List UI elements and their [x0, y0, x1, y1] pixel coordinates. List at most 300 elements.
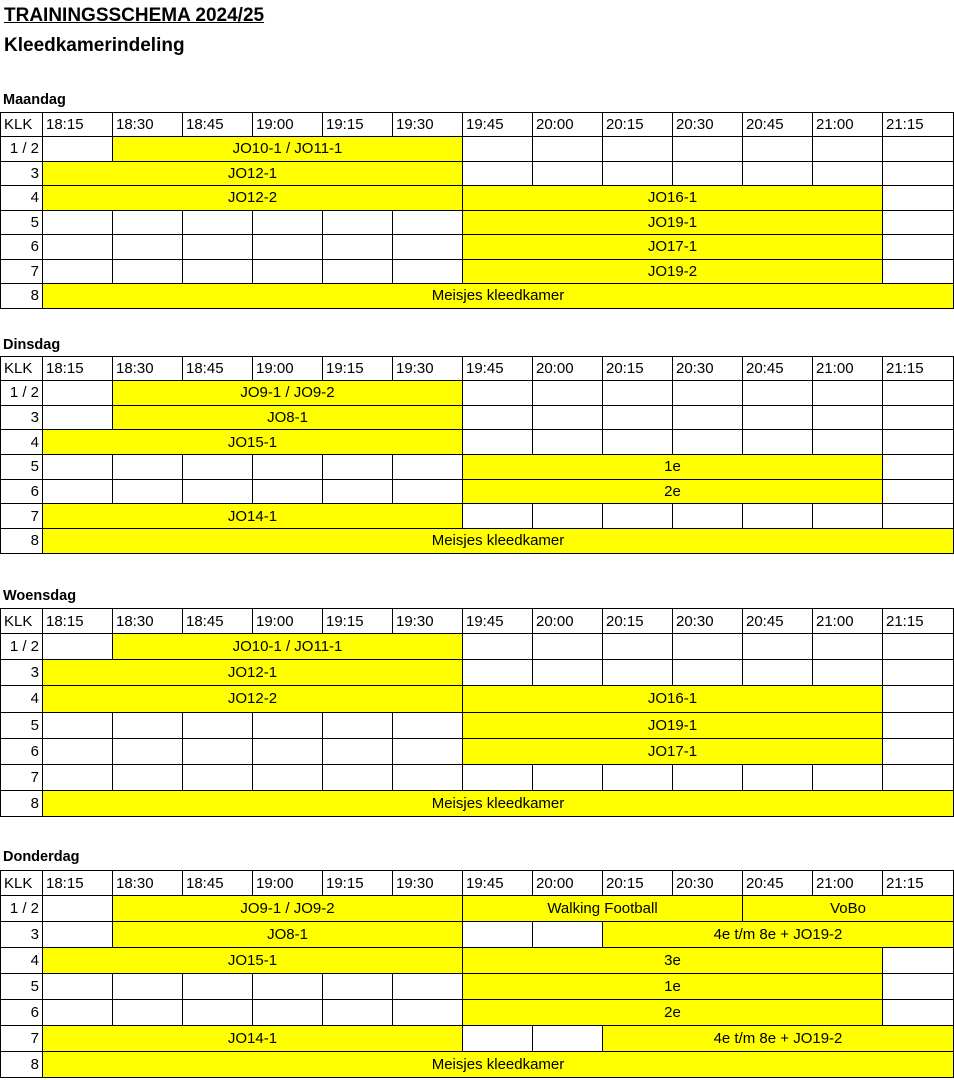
booking-block: JO15-1	[43, 430, 463, 455]
empty-slot	[883, 948, 954, 974]
room-row	[1, 712, 954, 738]
time-header: 19:00	[253, 357, 323, 381]
booking-block: JO19-2	[463, 259, 883, 284]
empty-slot	[603, 634, 673, 660]
schedule-table-donderdag	[0, 870, 954, 1078]
empty-slot	[533, 430, 603, 455]
empty-slot	[183, 764, 253, 790]
empty-slot	[883, 479, 954, 504]
empty-slot	[533, 764, 603, 790]
time-header: 19:00	[253, 871, 323, 896]
empty-slot	[393, 764, 463, 790]
empty-slot	[533, 634, 603, 660]
booking-block: JO15-1	[43, 948, 463, 974]
header-row	[1, 609, 954, 634]
empty-slot	[463, 504, 533, 529]
time-header: 18:45	[183, 357, 253, 381]
booking-block: 2e	[463, 1000, 883, 1026]
time-header: 18:30	[113, 871, 183, 896]
time-header: 18:15	[43, 357, 113, 381]
empty-slot	[883, 259, 954, 284]
room-row	[1, 235, 954, 260]
booking-block: JO10-1 / JO11-1	[113, 137, 463, 162]
room-number: 5	[1, 712, 43, 738]
empty-slot	[253, 1000, 323, 1026]
empty-slot	[883, 137, 954, 162]
empty-slot	[43, 405, 113, 430]
empty-slot	[43, 896, 113, 922]
page-title: TRAININGSSCHEMA 2024/25	[4, 5, 265, 26]
empty-slot	[883, 738, 954, 764]
empty-slot	[393, 974, 463, 1000]
empty-slot	[43, 210, 113, 235]
time-header: 21:15	[883, 357, 954, 381]
time-header: 20:45	[743, 113, 813, 137]
room-number: 4	[1, 686, 43, 712]
room-number: 8	[1, 284, 43, 309]
empty-slot	[43, 974, 113, 1000]
empty-slot	[813, 405, 883, 430]
time-header: 18:45	[183, 113, 253, 137]
empty-slot	[603, 504, 673, 529]
room-row	[1, 210, 954, 235]
time-header: 19:15	[323, 609, 393, 634]
empty-slot	[533, 504, 603, 529]
empty-slot	[883, 712, 954, 738]
empty-slot	[253, 712, 323, 738]
time-header: 21:15	[883, 113, 954, 137]
empty-slot	[253, 259, 323, 284]
empty-slot	[813, 381, 883, 406]
room-row	[1, 529, 954, 554]
empty-slot	[533, 381, 603, 406]
empty-slot	[463, 764, 533, 790]
time-header: 20:30	[673, 609, 743, 634]
room-number: 1 / 2	[1, 634, 43, 660]
empty-slot	[883, 660, 954, 686]
room-number: 7	[1, 504, 43, 529]
header-row	[1, 357, 954, 381]
time-header: 20:00	[533, 357, 603, 381]
booking-block: JO8-1	[113, 922, 463, 948]
room-row	[1, 974, 954, 1000]
room-number: 4	[1, 430, 43, 455]
room-number: 4	[1, 948, 43, 974]
time-header: 20:15	[603, 113, 673, 137]
empty-slot	[43, 137, 113, 162]
room-number: 4	[1, 186, 43, 211]
booking-block: Meisjes kleedkamer	[43, 284, 954, 309]
room-number: 5	[1, 455, 43, 480]
empty-slot	[883, 1000, 954, 1026]
empty-slot	[253, 455, 323, 480]
time-header: 20:00	[533, 871, 603, 896]
day-heading-donderdag: Donderdag	[3, 849, 80, 865]
empty-slot	[463, 660, 533, 686]
room-row	[1, 381, 954, 406]
room-row	[1, 405, 954, 430]
klk-header: KLK	[1, 113, 43, 137]
room-number: 8	[1, 1052, 43, 1078]
day-heading-dinsdag: Dinsdag	[3, 337, 61, 353]
empty-slot	[113, 455, 183, 480]
empty-slot	[323, 738, 393, 764]
room-number: 3	[1, 922, 43, 948]
time-header: 20:45	[743, 871, 813, 896]
room-number: 3	[1, 161, 43, 186]
room-row	[1, 430, 954, 455]
room-row	[1, 1026, 954, 1052]
room-row	[1, 186, 954, 211]
time-header: 20:15	[603, 609, 673, 634]
room-row	[1, 738, 954, 764]
empty-slot	[43, 479, 113, 504]
time-header: 19:15	[323, 357, 393, 381]
empty-slot	[743, 430, 813, 455]
empty-slot	[393, 738, 463, 764]
empty-slot	[323, 259, 393, 284]
time-header: 20:15	[603, 357, 673, 381]
empty-slot	[253, 764, 323, 790]
empty-slot	[673, 764, 743, 790]
empty-slot	[393, 479, 463, 504]
schedule-table-dinsdag	[0, 356, 954, 554]
empty-slot	[533, 1026, 603, 1052]
empty-slot	[253, 235, 323, 260]
empty-slot	[673, 504, 743, 529]
time-header: 19:45	[463, 357, 533, 381]
empty-slot	[183, 235, 253, 260]
empty-slot	[673, 137, 743, 162]
booking-block: Meisjes kleedkamer	[43, 1052, 954, 1078]
empty-slot	[883, 764, 954, 790]
empty-slot	[183, 738, 253, 764]
empty-slot	[463, 634, 533, 660]
booking-block: 2e	[463, 479, 883, 504]
empty-slot	[323, 479, 393, 504]
empty-slot	[43, 455, 113, 480]
booking-block: JO9-1 / JO9-2	[113, 381, 463, 406]
booking-block: 3e	[463, 948, 883, 974]
booking-block: JO12-1	[43, 161, 463, 186]
empty-slot	[883, 974, 954, 1000]
booking-block: JO16-1	[463, 186, 883, 211]
empty-slot	[813, 161, 883, 186]
empty-slot	[183, 1000, 253, 1026]
time-header: 19:30	[393, 609, 463, 634]
empty-slot	[323, 455, 393, 480]
time-header: 18:30	[113, 357, 183, 381]
empty-slot	[43, 634, 113, 660]
empty-slot	[533, 137, 603, 162]
empty-slot	[813, 660, 883, 686]
empty-slot	[393, 712, 463, 738]
empty-slot	[113, 479, 183, 504]
booking-block: 4e t/m 8e + JO19-2	[603, 922, 954, 948]
empty-slot	[603, 137, 673, 162]
booking-block: JO12-1	[43, 660, 463, 686]
room-row	[1, 791, 954, 817]
empty-slot	[253, 210, 323, 235]
booking-block: JO8-1	[113, 405, 463, 430]
empty-slot	[603, 660, 673, 686]
booking-block: JO17-1	[463, 738, 883, 764]
time-header: 18:15	[43, 113, 113, 137]
room-number: 8	[1, 791, 43, 817]
booking-block: JO14-1	[43, 504, 463, 529]
room-number: 1 / 2	[1, 381, 43, 406]
empty-slot	[463, 405, 533, 430]
empty-slot	[603, 381, 673, 406]
empty-slot	[323, 974, 393, 1000]
booking-block: JO19-1	[463, 712, 883, 738]
empty-slot	[533, 161, 603, 186]
room-number: 6	[1, 1000, 43, 1026]
empty-slot	[813, 430, 883, 455]
time-header: 21:00	[813, 871, 883, 896]
room-row	[1, 479, 954, 504]
empty-slot	[43, 259, 113, 284]
empty-slot	[813, 137, 883, 162]
empty-slot	[43, 381, 113, 406]
room-number: 7	[1, 259, 43, 284]
room-number: 6	[1, 235, 43, 260]
empty-slot	[113, 235, 183, 260]
empty-slot	[883, 686, 954, 712]
room-row	[1, 504, 954, 529]
empty-slot	[883, 186, 954, 211]
room-number: 3	[1, 405, 43, 430]
room-number: 5	[1, 974, 43, 1000]
room-row	[1, 259, 954, 284]
empty-slot	[883, 634, 954, 660]
empty-slot	[743, 634, 813, 660]
klk-header: KLK	[1, 609, 43, 634]
time-header: 19:00	[253, 609, 323, 634]
day-heading-maandag: Maandag	[3, 92, 66, 108]
time-header: 19:30	[393, 871, 463, 896]
empty-slot	[883, 430, 954, 455]
booking-block: JO9-1 / JO9-2	[113, 896, 463, 922]
empty-slot	[43, 764, 113, 790]
empty-slot	[673, 405, 743, 430]
room-row	[1, 660, 954, 686]
empty-slot	[253, 738, 323, 764]
empty-slot	[113, 1000, 183, 1026]
time-header: 21:15	[883, 609, 954, 634]
room-row	[1, 137, 954, 162]
empty-slot	[743, 405, 813, 430]
time-header: 19:30	[393, 357, 463, 381]
time-header: 20:45	[743, 357, 813, 381]
empty-slot	[813, 504, 883, 529]
time-header: 19:45	[463, 113, 533, 137]
empty-slot	[113, 738, 183, 764]
time-header: 21:00	[813, 113, 883, 137]
time-header: 20:30	[673, 357, 743, 381]
empty-slot	[673, 381, 743, 406]
room-row	[1, 284, 954, 309]
empty-slot	[113, 712, 183, 738]
empty-slot	[113, 210, 183, 235]
empty-slot	[533, 405, 603, 430]
empty-slot	[603, 161, 673, 186]
klk-header: KLK	[1, 871, 43, 896]
day-heading-woensdag: Woensdag	[3, 588, 77, 604]
time-header: 20:00	[533, 609, 603, 634]
booking-block: 4e t/m 8e + JO19-2	[603, 1026, 954, 1052]
booking-block: JO12-2	[43, 186, 463, 211]
time-header: 21:00	[813, 609, 883, 634]
room-number: 7	[1, 764, 43, 790]
booking-block: Meisjes kleedkamer	[43, 791, 954, 817]
empty-slot	[113, 974, 183, 1000]
booking-block: VoBo	[743, 896, 954, 922]
room-number: 6	[1, 479, 43, 504]
empty-slot	[533, 660, 603, 686]
empty-slot	[183, 259, 253, 284]
empty-slot	[743, 504, 813, 529]
empty-slot	[603, 405, 673, 430]
room-row	[1, 634, 954, 660]
empty-slot	[603, 430, 673, 455]
room-number: 1 / 2	[1, 896, 43, 922]
time-header: 20:45	[743, 609, 813, 634]
empty-slot	[883, 210, 954, 235]
empty-slot	[323, 712, 393, 738]
page-subtitle: Kleedkamerindeling	[4, 35, 185, 56]
booking-block: 1e	[463, 455, 883, 480]
empty-slot	[183, 479, 253, 504]
empty-slot	[673, 660, 743, 686]
empty-slot	[463, 381, 533, 406]
time-header: 19:30	[393, 113, 463, 137]
empty-slot	[323, 1000, 393, 1026]
empty-slot	[883, 235, 954, 260]
room-row	[1, 1052, 954, 1078]
empty-slot	[43, 922, 113, 948]
time-header: 20:30	[673, 871, 743, 896]
empty-slot	[253, 479, 323, 504]
room-row	[1, 455, 954, 480]
room-row	[1, 948, 954, 974]
room-row	[1, 922, 954, 948]
booking-block: Walking Football	[463, 896, 743, 922]
room-number: 1 / 2	[1, 137, 43, 162]
empty-slot	[883, 381, 954, 406]
time-header: 18:30	[113, 609, 183, 634]
room-row	[1, 896, 954, 922]
time-header: 20:15	[603, 871, 673, 896]
empty-slot	[323, 235, 393, 260]
booking-block: 1e	[463, 974, 883, 1000]
time-header: 18:30	[113, 113, 183, 137]
empty-slot	[113, 764, 183, 790]
empty-slot	[813, 634, 883, 660]
empty-slot	[883, 455, 954, 480]
room-row	[1, 161, 954, 186]
empty-slot	[43, 235, 113, 260]
time-header: 20:00	[533, 113, 603, 137]
time-header: 18:15	[43, 609, 113, 634]
empty-slot	[813, 764, 883, 790]
empty-slot	[323, 764, 393, 790]
empty-slot	[463, 161, 533, 186]
empty-slot	[463, 137, 533, 162]
time-header: 18:45	[183, 871, 253, 896]
empty-slot	[463, 922, 533, 948]
empty-slot	[463, 430, 533, 455]
empty-slot	[183, 455, 253, 480]
empty-slot	[533, 922, 603, 948]
empty-slot	[393, 455, 463, 480]
booking-block: JO16-1	[463, 686, 883, 712]
booking-block: JO12-2	[43, 686, 463, 712]
empty-slot	[43, 738, 113, 764]
empty-slot	[743, 161, 813, 186]
empty-slot	[183, 210, 253, 235]
empty-slot	[393, 259, 463, 284]
time-header: 18:45	[183, 609, 253, 634]
booking-block: JO10-1 / JO11-1	[113, 634, 463, 660]
empty-slot	[43, 1000, 113, 1026]
empty-slot	[883, 161, 954, 186]
empty-slot	[43, 712, 113, 738]
time-header: 19:15	[323, 871, 393, 896]
empty-slot	[743, 137, 813, 162]
room-number: 5	[1, 210, 43, 235]
time-header: 19:00	[253, 113, 323, 137]
room-number: 3	[1, 660, 43, 686]
empty-slot	[323, 210, 393, 235]
schedule-table-woensdag	[0, 608, 954, 817]
empty-slot	[673, 161, 743, 186]
empty-slot	[743, 381, 813, 406]
header-row	[1, 871, 954, 896]
empty-slot	[393, 235, 463, 260]
empty-slot	[463, 1026, 533, 1052]
empty-slot	[743, 660, 813, 686]
header-row	[1, 113, 954, 137]
time-header: 21:00	[813, 357, 883, 381]
empty-slot	[393, 210, 463, 235]
empty-slot	[743, 764, 813, 790]
room-row	[1, 1000, 954, 1026]
empty-slot	[603, 764, 673, 790]
empty-slot	[883, 405, 954, 430]
room-number: 6	[1, 738, 43, 764]
booking-block: JO17-1	[463, 235, 883, 260]
booking-block: JO19-1	[463, 210, 883, 235]
time-header: 18:15	[43, 871, 113, 896]
empty-slot	[183, 974, 253, 1000]
schedule-table-maandag	[0, 112, 954, 309]
empty-slot	[253, 974, 323, 1000]
empty-slot	[883, 504, 954, 529]
time-header: 21:15	[883, 871, 954, 896]
empty-slot	[113, 259, 183, 284]
booking-block: JO14-1	[43, 1026, 463, 1052]
booking-block: Meisjes kleedkamer	[43, 529, 954, 554]
time-header: 20:30	[673, 113, 743, 137]
time-header: 19:15	[323, 113, 393, 137]
empty-slot	[183, 712, 253, 738]
klk-header: KLK	[1, 357, 43, 381]
empty-slot	[673, 634, 743, 660]
room-number: 7	[1, 1026, 43, 1052]
empty-slot	[393, 1000, 463, 1026]
empty-slot	[673, 430, 743, 455]
